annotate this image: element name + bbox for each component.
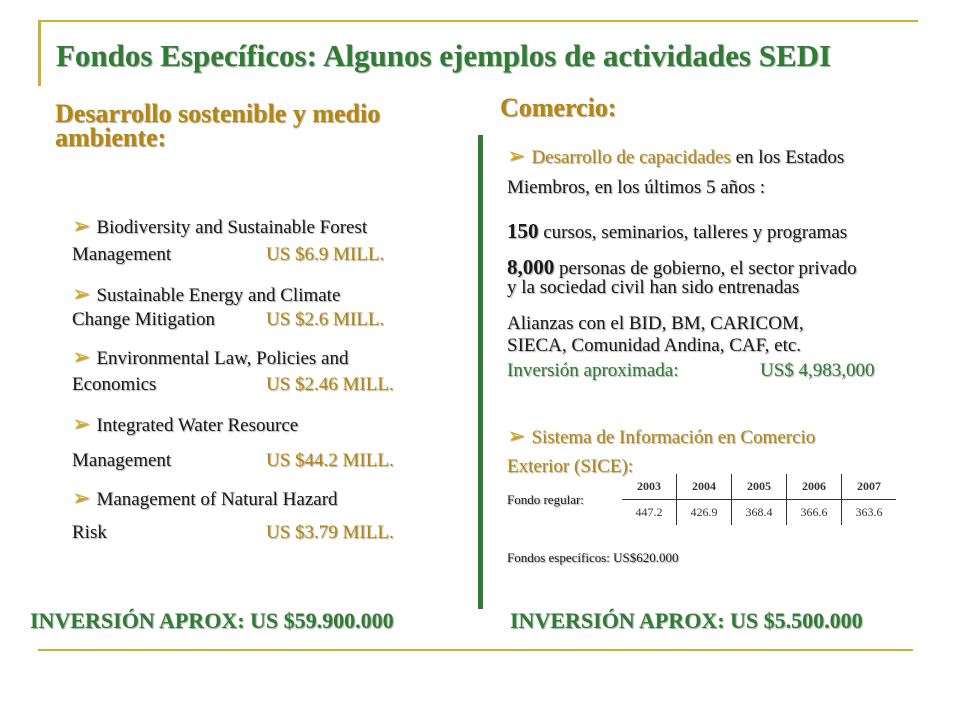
amount: US $6.9 MILL.: [266, 244, 385, 265]
left-heading: Desarrollo sostenible y medio ambiente:: [55, 99, 381, 152]
top-left-rule: [38, 20, 41, 86]
arrow-bullet-icon: ➢: [507, 143, 526, 168]
left-investment: INVERSIÓN APROX: US $59.900.000: [30, 608, 394, 633]
alliances-line-2: SIECA, Comunidad Andina, CAF, etc.: [507, 335, 802, 356]
year-cell: 2005: [732, 474, 787, 500]
arrow-bullet-icon: ➢: [507, 423, 526, 448]
investment-approx-value: US$ 4,983,000: [760, 360, 875, 381]
arrow-bullet-icon: ➢: [72, 344, 91, 369]
year-cell: 2007: [842, 474, 897, 500]
investment-approx-label: Inversión aproximada:: [507, 360, 679, 381]
amount: US $2.6 MILL.: [266, 309, 385, 330]
fondo-regular-label: Fondo regular:: [507, 492, 584, 507]
alliances-line-1: Alianzas con el BID, BM, CARICOM,: [507, 313, 804, 334]
value-cell: 447.2: [635, 505, 663, 519]
value-cell: 366.6: [787, 500, 842, 526]
top-rule: [38, 20, 918, 22]
fondos-especificos: Fondos específicos: US$620.000: [507, 550, 679, 565]
table-header-row: [622, 474, 896, 500]
slide-title: Fondos Específicos: Algunos ejemplos de actividades SEDI: [56, 38, 832, 73]
column-divider: [478, 135, 483, 609]
year-cell: 2004: [677, 474, 732, 500]
value-cell: 368.4: [732, 500, 787, 526]
arrow-bullet-icon: ➢: [72, 281, 91, 306]
right-heading: Comercio:: [500, 93, 617, 122]
year-cell: 2003: [622, 474, 677, 500]
right-investment: INVERSIÓN APROX: US $5.500.000: [510, 608, 863, 633]
value-cell: 363.6: [842, 500, 897, 526]
bottom-rule: [38, 649, 913, 651]
people-line: 8,000 personas de gobierno, el sector privado: [507, 255, 857, 279]
value-cell: 426.9: [677, 500, 732, 526]
amount: US $44.2 MILL.: [266, 450, 394, 471]
table-row: [622, 500, 896, 526]
amount: US $3.79 MILL.: [266, 522, 394, 543]
capacity-bullet: ➢ Desarrollo de capacidades en los Estados: [507, 143, 845, 168]
arrow-bullet-icon: ➢: [72, 485, 91, 510]
arrow-bullet-icon: ➢: [72, 213, 91, 238]
arrow-bullet-icon: ➢: [72, 411, 91, 436]
courses-line: 150 cursos, seminarios, talleres y programas: [507, 219, 848, 243]
year-cell: 2006: [787, 474, 842, 500]
sice-bullet: ➢ Sistema de Información en Comercio: [507, 423, 816, 448]
amount: US $2.46 MILL.: [266, 374, 394, 395]
fondo-regular-table: [622, 474, 896, 525]
